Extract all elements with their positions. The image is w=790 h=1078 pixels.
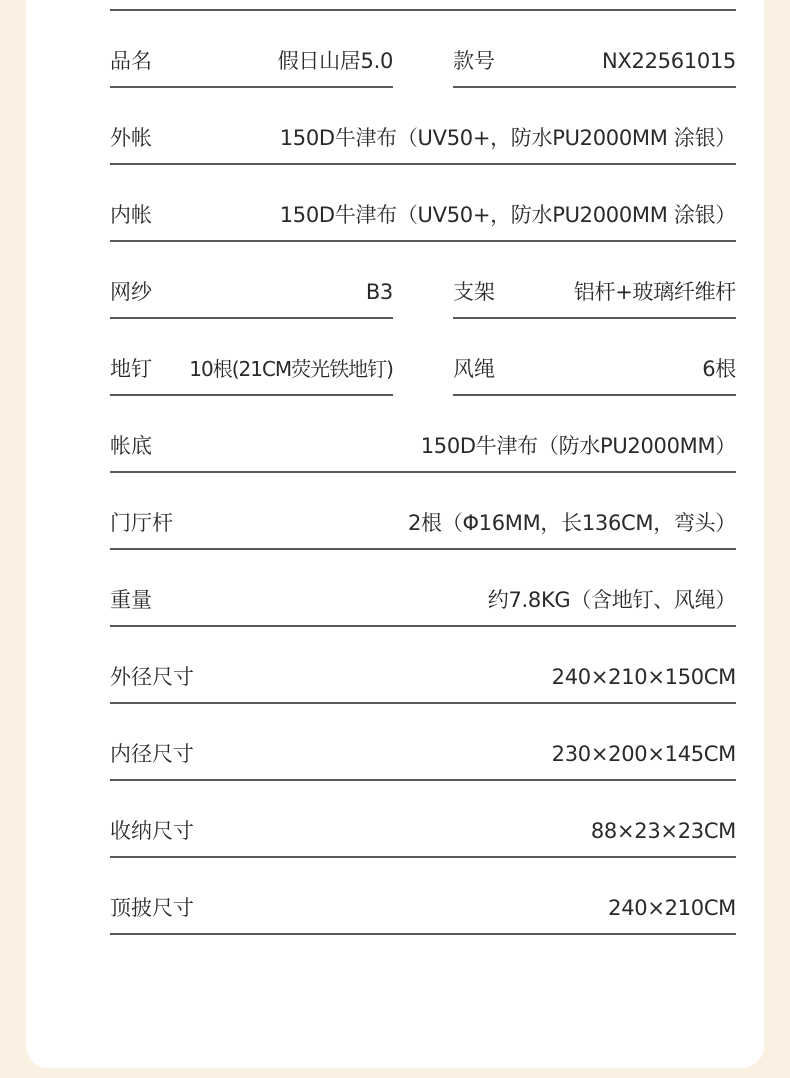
spec-cell xyxy=(110,396,736,473)
spec-value: 铝杆+玻璃纤维杆 xyxy=(573,280,736,304)
spec-value: 88×23×23CM xyxy=(590,819,736,843)
spec-cell-ropes xyxy=(453,319,736,396)
spec-value: 240×210×150CM xyxy=(551,665,736,689)
spec-value: 230×200×145CM xyxy=(551,742,736,766)
spec-value: B3 xyxy=(365,280,393,304)
spec-cell xyxy=(110,704,736,781)
spec-table xyxy=(110,9,736,935)
spec-row-stakes-ropes xyxy=(110,319,736,396)
spec-cell-model xyxy=(453,11,736,88)
spec-label: 重量 xyxy=(110,588,152,612)
spec-value: 150D牛津布（UV50+，防水PU2000MM 涂银） xyxy=(279,203,736,227)
spec-cell-frame xyxy=(453,242,736,319)
spec-label: 外帐 xyxy=(110,126,152,150)
spec-label: 支架 xyxy=(453,280,495,304)
spec-cell xyxy=(110,550,736,627)
spec-row-canopy-size xyxy=(110,858,736,935)
spec-value: 240×210CM xyxy=(608,896,736,920)
spec-cell xyxy=(110,473,736,550)
spec-value: 6根 xyxy=(702,357,736,381)
spec-label: 外径尺寸 xyxy=(110,665,194,689)
spec-label: 地钉 xyxy=(110,357,152,381)
spec-label: 内帐 xyxy=(110,203,152,227)
spec-row-outer-tent xyxy=(110,88,736,165)
spec-value: 150D牛津布（防水PU2000MM） xyxy=(420,434,736,458)
spec-label: 门厅杆 xyxy=(110,511,173,535)
spec-card xyxy=(26,0,764,1068)
spec-value: 2根（Φ16MM，长136CM，弯头） xyxy=(407,511,736,535)
spec-cell-name xyxy=(110,11,393,88)
spec-label: 风绳 xyxy=(453,357,495,381)
spec-value: 假日山居5.0 xyxy=(277,49,393,73)
spec-label: 网纱 xyxy=(110,280,152,304)
spec-value: 10根(21CM荧光铁地钉) xyxy=(189,357,393,381)
spec-row-floor xyxy=(110,396,736,473)
spec-row-weight xyxy=(110,550,736,627)
spec-row-inner-size xyxy=(110,704,736,781)
spec-cell xyxy=(110,88,736,165)
spec-label: 帐底 xyxy=(110,434,152,458)
spec-cell xyxy=(110,781,736,858)
spec-label: 收纳尺寸 xyxy=(110,819,194,843)
spec-row-name-model xyxy=(110,11,736,88)
spec-cell xyxy=(110,858,736,935)
spec-cell xyxy=(110,165,736,242)
spec-value: NX22561015 xyxy=(602,49,736,73)
spec-row-packed-size xyxy=(110,781,736,858)
spec-label: 品名 xyxy=(110,49,152,73)
spec-cell-mesh xyxy=(110,242,393,319)
spec-row-inner-tent xyxy=(110,165,736,242)
spec-value: 150D牛津布（UV50+，防水PU2000MM 涂银） xyxy=(279,126,736,150)
spec-label: 顶披尺寸 xyxy=(110,896,194,920)
spec-row-outer-size xyxy=(110,627,736,704)
spec-row-vestibule-pole xyxy=(110,473,736,550)
spec-cell xyxy=(110,627,736,704)
spec-value: 约7.8KG（含地钉、风绳） xyxy=(487,588,736,612)
spec-label: 款号 xyxy=(453,49,495,73)
spec-label: 内径尺寸 xyxy=(110,742,194,766)
spec-cell-stakes xyxy=(110,319,393,396)
spec-row-mesh-frame xyxy=(110,242,736,319)
